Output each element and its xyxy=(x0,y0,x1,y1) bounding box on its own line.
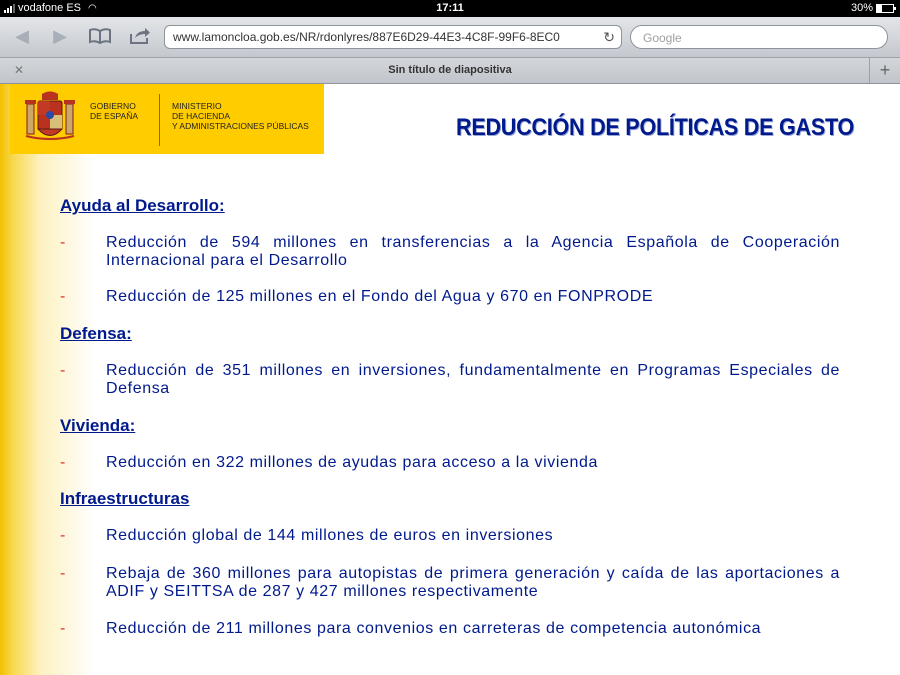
logo-divider xyxy=(159,94,160,146)
back-arrow-icon[interactable]: ◀ xyxy=(15,25,29,46)
browser-toolbar xyxy=(0,17,900,58)
bookmarks-book-icon[interactable] xyxy=(88,25,112,47)
battery-indicator xyxy=(851,2,894,14)
list-item-text: Reducción de 594 millones en transferencias a la Agencia Española de Cooperación Internacional para el Desarrollo xyxy=(106,234,840,269)
address-text: www.lamoncloa.gob.es/NR/rdonlyres/887E6D29-44E3-4C8F-99F6-8EC0 xyxy=(173,30,560,44)
forward-arrow-icon[interactable]: ▶ xyxy=(53,25,67,46)
bullet-dash: - xyxy=(60,234,66,251)
list-item-text: Reducción de 351 millones en inversiones, fundamentalmente en Programas Especiales de Defensa xyxy=(106,362,840,397)
bullet-dash: - xyxy=(60,527,66,544)
slide-title: REDUCCIÓN DE POLÍTICAS DE GASTO xyxy=(456,114,855,141)
address-bar[interactable] xyxy=(164,25,622,49)
bullet-dash: - xyxy=(60,620,66,637)
bullet-dash: - xyxy=(60,565,66,582)
section-heading: Vivienda: xyxy=(60,416,136,435)
gov-line-1: GOBIERNO xyxy=(90,101,136,111)
bullet-dash: - xyxy=(60,454,66,471)
gov-line-2: DE ESPAÑA xyxy=(90,111,139,121)
wifi-icon: ◠ xyxy=(88,2,97,14)
slide-content xyxy=(0,84,900,675)
government-of-spain-label xyxy=(90,101,158,121)
new-tab-plus-icon[interactable]: + xyxy=(869,58,900,83)
close-tab-icon[interactable]: ✕ xyxy=(14,63,25,77)
section-heading: Defensa: xyxy=(60,324,132,343)
bullet-dash: - xyxy=(60,288,66,305)
status-bar xyxy=(0,0,900,17)
list-item-text: Rebaja de 360 millones para autopistas de primera generación y caída de las aportaciones a ADIF y SEITTSA de 287 y 427 millones respectivamente xyxy=(106,565,840,600)
battery-percent: 30% xyxy=(850,2,873,14)
list-item-text: Reducción de 125 millones en el Fondo del Agua y 670 en FONPRODE xyxy=(106,288,654,305)
ministry-line-2: DE HACIENDA xyxy=(172,111,231,121)
ministry-label xyxy=(172,101,322,131)
ministry-line-1: MINISTERIO xyxy=(172,101,222,111)
tab-bar xyxy=(0,58,900,84)
reload-icon[interactable]: ↻ xyxy=(603,29,615,45)
government-logo-block xyxy=(10,84,324,154)
carrier-name: vodafone ES xyxy=(18,2,81,14)
section-heading: Infraestructuras xyxy=(60,489,190,508)
battery-icon xyxy=(876,4,894,13)
list-item-text: Reducción en 322 millones de ayudas para acceso a la vivienda xyxy=(106,454,598,471)
bullet-dash: - xyxy=(60,362,66,379)
tab-title[interactable]: Sin título de diapositiva xyxy=(388,64,512,76)
section-heading: Ayuda al Desarrollo: xyxy=(60,196,225,215)
list-item-text: Reducción de 211 millones para convenios en carreteras de competencia autonómica xyxy=(106,620,762,637)
search-input[interactable]: Google xyxy=(630,25,888,49)
clock: 17:11 xyxy=(436,2,464,14)
list-item-text: Reducción global de 144 millones de euros en inversiones xyxy=(106,527,554,544)
share-icon[interactable] xyxy=(128,25,152,47)
coat-of-arms-icon xyxy=(24,90,76,144)
ministry-line-3: Y ADMINISTRACIONES PÚBLICAS xyxy=(172,121,309,131)
